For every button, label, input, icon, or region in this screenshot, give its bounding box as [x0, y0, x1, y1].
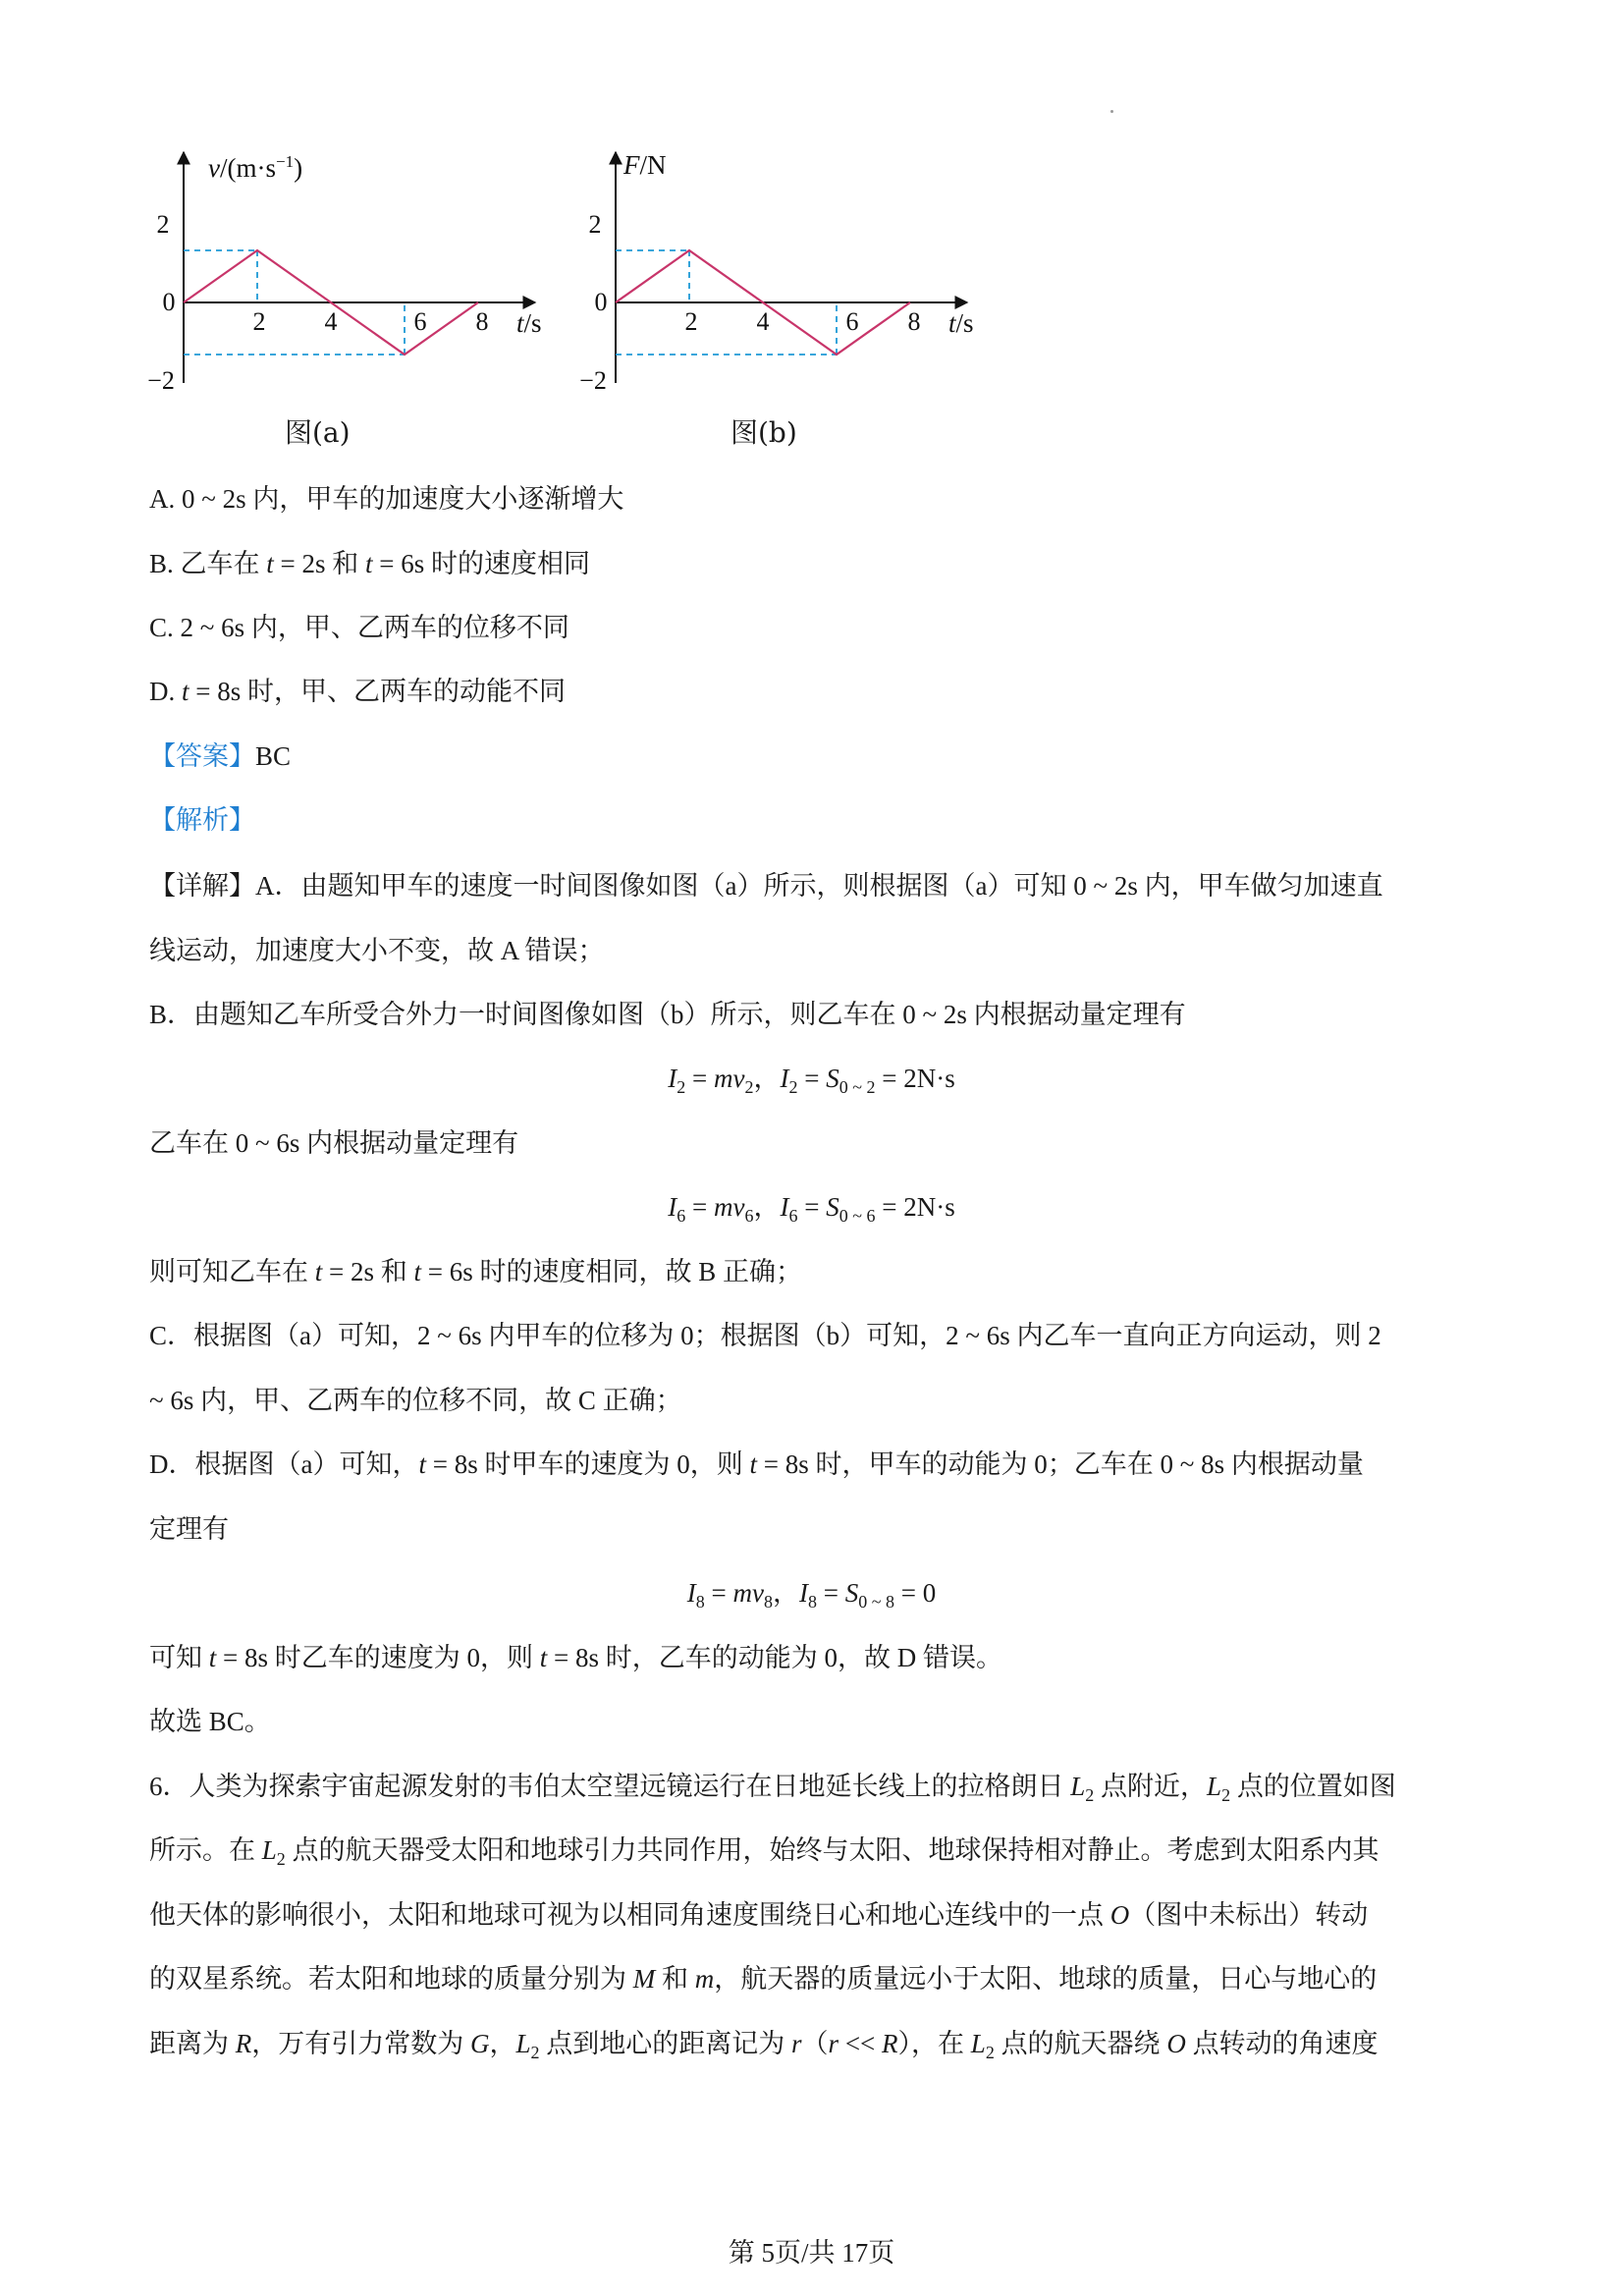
option-d: D. t = 8s 时，甲、乙两车的动能不同 [149, 677, 566, 706]
answer-tag: 【答案】 [149, 741, 255, 771]
x-axis-label: t/s [516, 308, 542, 338]
figure-a-svg [147, 147, 560, 452]
detail-b-line3: 则可知乙车在 t = 2s 和 t = 6s 时的速度相同，故 B 正确； [149, 1257, 803, 1286]
y-axis-label: F/N [623, 150, 667, 180]
y-tick-0: 0 [594, 288, 608, 316]
x-tick-2: 2 [252, 307, 266, 336]
analysis-tag: 【解析】 [149, 805, 255, 835]
x-tick-4: 4 [324, 307, 338, 336]
formula-3: $I_8 = mv_8$，$I_8 = S_{0 \sim 8} = 0$ [686, 1578, 937, 1612]
x-tick-8: 8 [907, 307, 921, 336]
detail-d-line3: 可知 t = 8s 时乙车的速度为 0，则 t = 8s 时，乙车的动能为 0，故 D 错误。 [149, 1643, 1002, 1672]
figure-b-svg [579, 147, 992, 452]
q6-line1: 6．人类为探索宇宙起源发射的韦伯太空望远镜运行在日地延长线上的拉格朗日 $L_2$ 点附近，$L_2$ 点的位置如图 [149, 1772, 1396, 1805]
detail-a-line1: 【详解】A．由题知甲车的速度一时间图像如图（a）所示，则根据图（a）可知 0 ~ 2s 内，甲车做匀加速直 [149, 871, 1383, 901]
option-a: A. 0 ~ 2s 内，甲车的加速度大小逐渐增大 [149, 484, 624, 514]
conclusion: 故选 BC。 [149, 1707, 271, 1736]
x-tick-2: 2 [684, 307, 698, 336]
formula-1: $I_2 = mv_2$，$I_2 = S_{0 \sim 2} = 2N\cdot s$ [668, 1064, 955, 1097]
y-tick-neg2: −2 [579, 366, 607, 395]
answer-value: BC [255, 741, 292, 771]
q6-line3: 他天体的影响很小，太阳和地球可视为以相同角速度围绕日心和地心连线中的一点 O（图中未标出）转动 [149, 1900, 1369, 1930]
q6-line5: 距离为 R，万有引力常数为 G，$L_2$ 点到地心的距离记为 r（r << R），在 $L_2$ 点的航天器绕 O 点转动的角速度 [149, 2029, 1379, 2062]
option-c: C. 2 ~ 6s 内，甲、乙两车的位移不同 [149, 613, 569, 642]
detail-d-line2: 定理有 [149, 1514, 229, 1544]
detail-c-line1: C．根据图（a）可知，2 ~ 6s 内甲车的位移为 0；根据图（b）可知，2 ~ 6s 内乙车一直向正方向运动，则 2 [149, 1321, 1381, 1350]
detail-a-line2: 线运动，加速度大小不变，故 A 错误； [149, 936, 605, 965]
figure-a [147, 147, 560, 452]
figure-b-caption: 图(b) [730, 416, 797, 449]
x-axis-label: t/s [948, 308, 974, 338]
y-tick-0: 0 [162, 288, 176, 316]
x-tick-8: 8 [475, 307, 489, 336]
x-tick-4: 4 [756, 307, 770, 336]
q6-line4: 的双星系统。若太阳和地球的质量分别为 M 和 m，航天器的质量远小于太阳、地球的质量，日心与地心的 [149, 1964, 1378, 1994]
figure-a-caption: 图(a) [285, 416, 351, 449]
x-tick-6: 6 [845, 307, 859, 336]
stray-dot [1110, 110, 1113, 113]
page-footer: 第 5页/共 17页 [728, 2238, 895, 2268]
detail-b-line1: B．由题知乙车所受合外力一时间图像如图（b）所示，则乙车在 0 ~ 2s 内根据动量定理有 [149, 1000, 1186, 1029]
answer-line [149, 737, 291, 776]
q6-line2: 所示。在 $L_2$ 点的航天器受太阳和地球引力共同作用，始终与太阳、地球保持相对静止。考虑到太阳系内其 [149, 1835, 1380, 1869]
detail-d-line1: D．根据图（a）可知，t = 8s 时甲车的速度为 0，则 t = 8s 时，甲车的动能为 0；乙车在 0 ~ 8s 内根据动量 [149, 1449, 1364, 1479]
figure-b [579, 147, 992, 452]
detail-b-line2: 乙车在 0 ~ 6s 内根据动量定理有 [149, 1128, 519, 1158]
y-tick-2: 2 [156, 210, 170, 239]
y-axis-label: $v/(m\cdot s^{-1})$ [208, 152, 303, 183]
detail-c-line2: ~ 6s 内，甲、乙两车的位移不同，故 C 正确； [149, 1386, 682, 1415]
formula-2: $I_6 = mv_6$，$I_6 = S_{0 \sim 6} = 2N\cdot s$ [668, 1192, 955, 1226]
y-tick-neg2: −2 [147, 366, 175, 395]
option-b: B. 乙车在 t = 2s 和 t = 6s 时的速度相同 [149, 549, 591, 578]
x-tick-6: 6 [413, 307, 427, 336]
y-tick-2: 2 [588, 210, 602, 239]
